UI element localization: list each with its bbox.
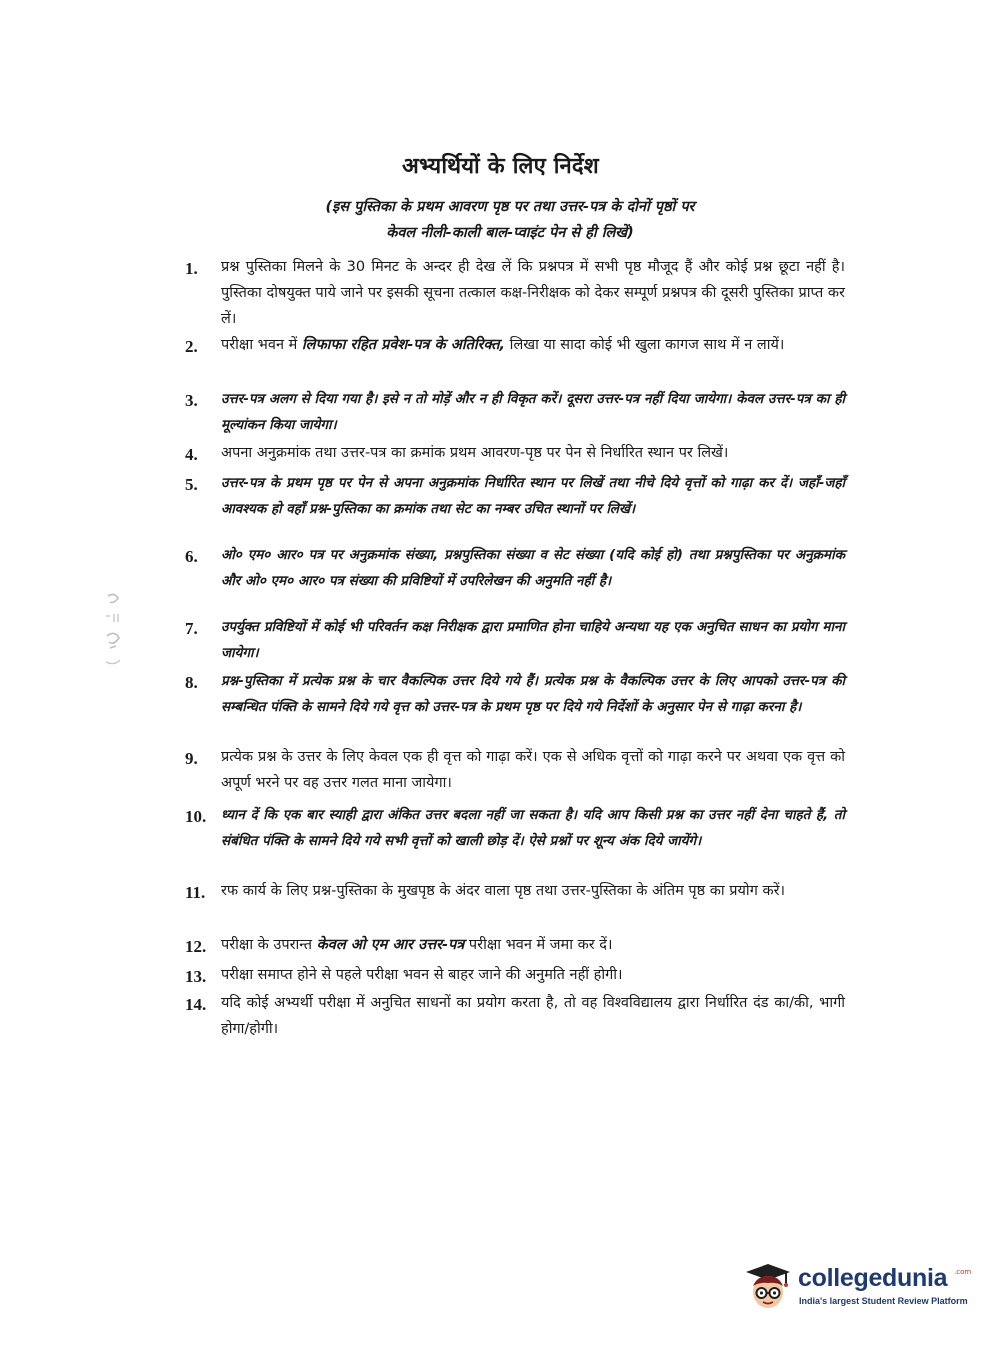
instruction-item-6: [185, 542, 845, 594]
item-text-part: परीक्षा भवन में: [221, 337, 302, 353]
item-number: 14.: [185, 995, 207, 1014]
instruction-item-5: [185, 470, 845, 522]
item-number: 10.: [185, 807, 207, 826]
instruction-item-14: [185, 990, 845, 1042]
item-text: यदि कोई अभ्यर्थी परीक्षा में अनुचित साधनों का प्रयोग करता है, तो वह विश्वविद्यालय द्वारा निर्धारित दंड का/की, भागी होगा/होगी।: [221, 995, 845, 1037]
page-title: अभ्यर्थियों के लिए निर्देश: [402, 154, 599, 179]
scan-artifact-icon: [98, 590, 128, 680]
logo-wordmark: collegedunia: [798, 1264, 948, 1292]
item-number: 8.: [185, 673, 198, 692]
item-text: अपना अनुक्रमांक तथा उत्तर-पत्र का क्रमांक प्रथम आवरण-पृष्ठ पर पेन से निर्धारित स्थान पर लिखें।: [221, 445, 729, 461]
item-text: प्रश्न-पुस्तिका में प्रत्येक प्रश्न के चार वैकल्पिक उत्तर दिये गये हैं। प्रत्येक प्रश्न के वैकल्पिक उत्तर के लिए आपको उत्तर-पत्र की सम्बन्धित पंक्ति के सामने दिये गये वृत्त को उत्तर-पत्र के प्रथम पृष्ठ पर दिये गये निर्देशों के अनुसार पेन से गाढ़ा करना है।: [221, 673, 845, 715]
collegedunia-logo: [742, 1258, 972, 1318]
item-number: 4.: [185, 445, 198, 464]
item-number: 2.: [185, 337, 198, 356]
logo-domain-suffix: .com: [954, 1268, 972, 1276]
instruction-item-13: [185, 962, 845, 990]
item-number: 11.: [185, 883, 206, 902]
item-text: ओ० एम० आर० पत्र पर अनुक्रमांक संख्या, प्रश्नपुस्तिका संख्या व सेट संख्या (यदि कोई हो) तथा प्रश्नपुस्तिका पर अनुक्रमांक और ओ० एम० आर० पत्र संख्या की प्रविष्टियों में उपरिलेखन की अनुमति नहीं है।: [221, 547, 845, 589]
item-number: 9.: [185, 749, 198, 768]
item-text-part: लिखा या सादा कोई भी खुला कागज साथ में न लायें।: [505, 337, 785, 353]
item-text-part: परीक्षा भवन में जमा कर दें।: [464, 937, 613, 953]
instruction-item-7: [185, 614, 845, 666]
instruction-item-4: [185, 440, 845, 468]
item-number: 12.: [185, 937, 207, 956]
item-number: 13.: [185, 967, 207, 986]
item-text-part: परीक्षा के उपरान्त: [221, 937, 317, 953]
subtitle-line-1: (इस पुस्तिका के प्रथम आवरण पृष्ठ पर तथा उत्तर-पत्र के दोनों पृष्ठों पर: [325, 199, 695, 215]
item-text: ध्यान दें कि एक बार स्याही द्वारा अंकित उत्तर बदला नहीं जा सकता है। यदि आप किसी प्रश्न का उत्तर नहीं देना चाहते हैं, तो संबंधित पंक्ति के सामने दिये गये सभी वृत्तों को खाली छोड़ दें। ऐसे प्रश्नों पर शून्य अंक दिये जायेंगे।: [221, 807, 845, 849]
item-text: उत्तर-पत्र के प्रथम पृष्ठ पर पेन से अपना अनुक्रमांक निर्धारित स्थान पर लिखें तथा नीचे दिये वृत्तों को गाढ़ा कर दें। जहाँ-जहाँ आवश्यक हो वहाँ प्रश्न-पुस्तिका का क्रमांक तथा सेट का नम्बर उचित स्थानों पर लिखें।: [221, 475, 845, 517]
item-number: 5.: [185, 475, 198, 494]
item-text: [221, 932, 845, 960]
item-number: 6.: [185, 547, 198, 566]
instruction-item-1: [185, 254, 845, 332]
item-text: [221, 332, 845, 360]
instruction-item-3: [185, 386, 845, 438]
instruction-item-12: [185, 932, 845, 960]
instruction-item-11: [185, 878, 845, 906]
logo-tagline: India's largest Student Review Platform: [799, 1296, 968, 1306]
item-text-emphasis: केवल ओ एम आर उत्तर-पत्र: [316, 937, 465, 953]
item-text: परीक्षा समाप्त होने से पहले परीक्षा भवन से बाहर जाने की अनुमति नहीं होगी।: [221, 967, 623, 983]
item-number: 7.: [185, 619, 198, 638]
scan-margin-marks: [98, 590, 128, 680]
subtitle-line-2: केवल नीली-काली बाल-प्वाइंट पेन से ही लिखें): [386, 225, 634, 241]
item-text-emphasis: लिफाफा रहित प्रवेश-पत्र के अतिरिक्त,: [301, 337, 506, 353]
instruction-item-10: [185, 802, 845, 854]
item-text: उत्तर-पत्र अलग से दिया गया है। इसे न तो मोड़ें और न ही विकृत करें। दूसरा उत्तर-पत्र नहीं दिया जायेगा। केवल उत्तर-पत्र का ही मूल्यांकन किया जायेगा।: [221, 391, 845, 433]
student-mascot-icon: [742, 1260, 794, 1312]
item-number: 1.: [185, 259, 198, 278]
item-text: उपर्युक्त प्रविष्टियों में कोई भी परिवर्तन कक्ष निरीक्षक द्वारा प्रमाणित होना चाहिये अन्यथा यह एक अनुचित साधन का प्रयोग माना जायेगा।: [221, 619, 845, 661]
instruction-item-8: [185, 668, 845, 720]
item-text: प्रश्न पुस्तिका मिलने के 30 मिनट के अन्दर ही देख लें कि प्रश्नपत्र में सभी पृष्ठ मौजूद हैं और कोई प्रश्न छूटा नहीं है। पुस्तिका दोषयुक्त पाये जाने पर इसकी सूचना तत्काल कक्ष-निरीक्षक को देकर सम्पूर्ण प्रश्नपत्र की दूसरी पुस्तिका प्राप्त कर लें।: [221, 259, 845, 327]
item-number: 3.: [185, 391, 198, 410]
item-text: रफ कार्य के लिए प्रश्न-पुस्तिका के मुखपृष्ठ के अंदर वाला पृष्ठ तथा उत्तर-पुस्तिका के अंतिम पृष्ठ का प्रयोग करें।: [221, 883, 786, 899]
item-text: प्रत्येक प्रश्न के उत्तर के लिए केवल एक ही वृत्त को गाढ़ा करें। एक से अधिक वृत्तों को गाढ़ा करने पर अथवा एक वृत्त को अपूर्ण भरने पर वह उत्तर गलत माना जायेगा।: [221, 749, 845, 791]
instruction-item-9: [185, 744, 845, 796]
instruction-item-2: [185, 332, 845, 360]
